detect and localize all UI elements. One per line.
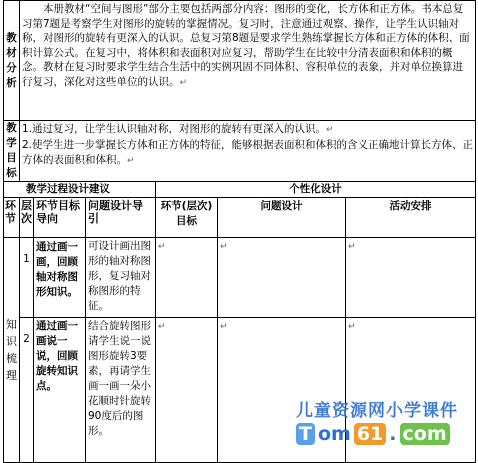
- header-personal-goal: 环节(层次)目标: [156, 198, 218, 238]
- goal-item-1: 1.通过复习，让学生认识轴对称，对图形的旋转有更深入的认识。↵: [22, 123, 334, 135]
- segment-knowledge-review: 知 识 梳 理: [4, 238, 20, 463]
- header-question: 问题设计导引: [86, 198, 156, 238]
- personal-goal-cell: ↵: [156, 318, 218, 463]
- header-personal-question: 问题设计: [218, 198, 346, 238]
- personal-question-cell: ↵: [218, 238, 346, 318]
- level-number: 2: [20, 318, 34, 463]
- personal-question-cell: ↵: [218, 318, 346, 463]
- analysis-label: 教 材 分 析: [4, 1, 20, 121]
- question-cell: 可设计画出图形的轴对称图形，复习轴对称图形的特征。: [86, 238, 156, 318]
- process-row-1: [4, 238, 476, 318]
- watermark-site-name: 儿童资源网小学课件: [296, 401, 458, 421]
- watermark-domain: T om 61 . com: [296, 423, 474, 445]
- process-header-row: [4, 198, 476, 238]
- personal-activity-cell: ↵: [346, 318, 476, 463]
- site-watermark: [296, 396, 474, 444]
- analysis-row: [4, 1, 476, 121]
- header-segment: 环节: [4, 198, 20, 238]
- process-title: 教学过程设计建议: [4, 182, 156, 198]
- analysis-text: 本册教材“空间与图形”部分主要包括两部分内容：图形的变化，长方体和正方体。书本总复习第7题是考察学生对图形的旋转的掌握情况。复习时，注意通过观察、操作，让学生认识轴对称，对图形的旋转有更深入的认识。总复习第8题是要求学生熟练掌握长方体和正方体的体积、面积计算公式。在复习中，将体积和表面积对应复习，帮助学生在比较中分清表面积和体积的概念。教材在复习时要求学生结合生活中的实例巩固不同体积、容积单位的表象，并对单位换算进行复习，深化对这些单位的认识。↵: [20, 1, 476, 121]
- header-goal: 环节目标导向: [34, 198, 86, 238]
- process-title-row: [4, 182, 476, 198]
- goals-row: [4, 121, 476, 182]
- header-level: 层次: [20, 198, 34, 238]
- goal-cell: 通过画一画，回顾轴对称图形知识。: [34, 238, 86, 318]
- goal-cell: 通过画一画说一说，回顾旋转知识点。: [34, 318, 86, 463]
- header-personal-activity: 活动安排: [346, 198, 476, 238]
- personal-activity-cell: ↵: [346, 238, 476, 318]
- personal-design-title: 个性化设计: [156, 182, 476, 198]
- goal-item-2: 2.使学生进一步掌握长方体和正方体的特征，能够根据表面积和体积的含义正确地计算长方体、正方体的表面积和体积。↵: [22, 139, 474, 166]
- personal-goal-cell: ↵: [156, 238, 218, 318]
- goals-label: 教 学 目 标: [4, 121, 20, 182]
- lesson-plan-table: [3, 0, 476, 463]
- question-cell: 结合旋转图形请学生说一说图形旋转3要素，再请学生画一画一朵小花顺时针旋转90度后的图形。: [86, 318, 156, 463]
- goals-text: [20, 121, 476, 182]
- level-number: 1: [20, 238, 34, 318]
